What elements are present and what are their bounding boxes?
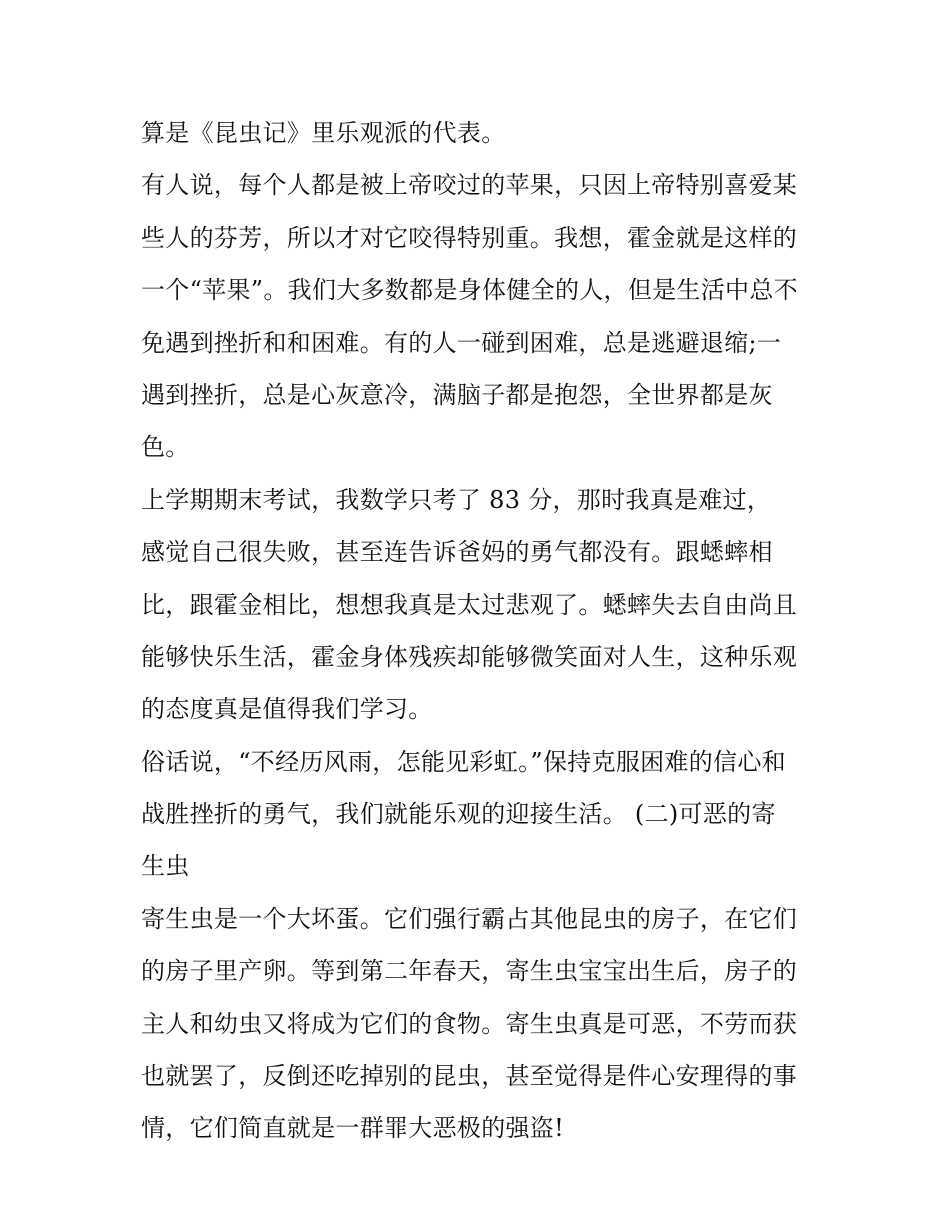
text-line-3: 些人的芬芳，所以才对它咬得特别重。我想，霍金就是这样的	[141, 223, 798, 252]
text-line-5: 免遇到挫折和和困难。有的人一碰到困难，总是逃避退缩;一	[141, 328, 782, 357]
text-line-4: 一个“苹果”。我们大多数都是身体健全的人，但是生活中总不	[141, 276, 798, 305]
text-line-19: 也就罢了，反倒还吃掉别的昆虫，甚至觉得是件心安理得的事	[141, 1062, 798, 1091]
text-line-11: 能够快乐生活，霍金身体残疾却能够微笑面对人生，这种乐观	[141, 642, 798, 671]
text-line-13: 俗话说，“不经历风雨，怎能见彩虹。”保持克服困难的信心和	[141, 747, 786, 776]
text-line-6: 遇到挫折，总是心灰意冷，满脑子都是抱怨，全世界都是灰	[141, 380, 773, 409]
text-line-12: 的态度真是值得我们学习。	[141, 695, 433, 724]
text-line-10: 比，跟霍金相比，想想我真是太过悲观了。蟋蟀失去自由尚且	[141, 590, 798, 619]
text-line-16: 寄生虫是一个大坏蛋。它们强行霸占其他昆虫的房子，在它们	[141, 904, 798, 933]
text-line-1: 算是《昆虫记》里乐观派的代表。	[141, 119, 506, 147]
text-line-17: 的房子里产卵。等到第二年春天，寄生虫宝宝出生后，房子的	[141, 957, 798, 986]
text-line-20: 情，它们简直就是一群罪大恶极的强盗!	[141, 1114, 565, 1143]
text-line-9: 感觉自己很失败，甚至连告诉爸妈的勇气都没有。跟蟋蟀相	[141, 538, 773, 567]
body-text	[141, 107, 821, 1155]
text-line-2: 有人说，每个人都是被上帝咬过的苹果，只因上帝特别喜爱某	[141, 171, 798, 200]
text-line-14: 战胜挫折的勇气，我们就能乐观的迎接生活。 (二)可恶的寄	[141, 800, 776, 829]
text-line-15: 生虫	[141, 852, 190, 881]
text-line-8: 上学期期末考试，我数学只考了 83 分，那时我真是难过，	[141, 485, 772, 514]
text-line-7: 色。	[141, 433, 190, 462]
text-line-18: 主人和幼虫又将成为它们的食物。寄生虫真是可恶，不劳而获	[141, 1009, 798, 1038]
